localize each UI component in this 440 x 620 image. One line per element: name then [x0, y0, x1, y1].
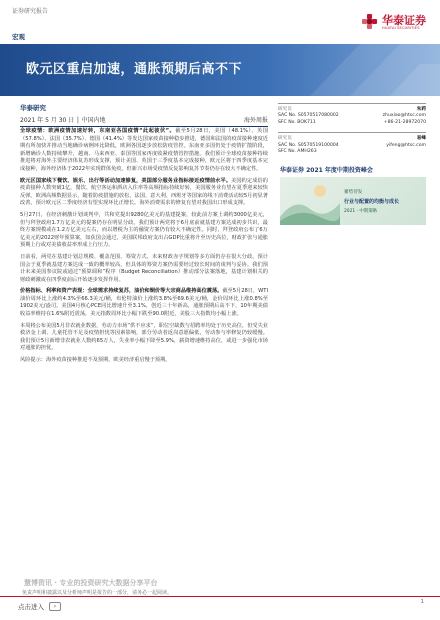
analyst-card	[278, 103, 426, 126]
paragraph-text: 本周将公布美国5月非农就业数据，劳动力市场“供不应求”，职位空缺数与招聘率均处于历史高位，但受失业救济金上调、儿童托管不足及疫情担忧等因素影响，部分劳动者返岗意愿偏低，劳动参与率修复仍较缓慢。我们预计5月新增非农就业人数约65万人，失业率小幅下降至5.9%，薪资增速维持高位，或进一步强化市场对通胀的担忧。	[20, 322, 268, 352]
banner-decoration-icon	[270, 44, 440, 96]
enter-link[interactable]: 点击进入	[18, 603, 44, 611]
paragraph	[20, 212, 268, 250]
next-page-button[interactable]: ›	[49, 602, 61, 611]
paragraph	[20, 254, 268, 284]
title-banner	[0, 44, 440, 96]
analyst-name: 易峰	[416, 136, 426, 142]
research-label: 华泰研究	[20, 104, 46, 112]
promo-line: 2021 · 中期策略	[344, 209, 377, 214]
paragraph-lead: 价格指标、利率和资产表现：全球需求持续复苏，油价和铜价等大宗商品维持高位震荡。	[20, 288, 223, 295]
footer-divider	[0, 596, 440, 597]
dateline	[20, 115, 268, 127]
paragraph-text: 日前看，两党在基建计划总规模、覆盖范围、筹资方式、未来财政赤字规划等多方面仍存在很大分歧。预计国会于夏季就基建方案达成一致的概率较高，但具体的筹资方案仍需要经过较长时间的谈判与妥协。我们预计未来美国参议院或通过“预算调和”程序（Budget Reconciliation）推动部分法案落地，基建计划相关的财政刺激或在四季度前后开始逐步发挥作用。	[20, 253, 268, 283]
analyst-sac: SAC No. S0570519100004	[278, 142, 339, 148]
analyst-role: 研究员	[278, 107, 292, 112]
report-type-label: 证券研究报告	[12, 8, 49, 15]
analyst-email[interactable]: yifeng@htsc.com	[386, 142, 426, 148]
paragraph	[20, 288, 268, 318]
analyst-phone: +86-21-28972070	[383, 119, 426, 125]
analyst-sfc: SFC No. BOK711	[278, 119, 316, 125]
analyst-email[interactable]: zhuxiao@htsc.com	[382, 113, 426, 119]
promo-title: 华泰证券 2021 年度中期投资峰会	[280, 167, 373, 174]
analyst-sac: SAC No. S0570517080002	[278, 113, 339, 119]
paragraph-text: 截至5月28日，美国（48.1%）、英国（57.8%）、法国（35.7%）、德国（41.4%）等发达国家疫苗接种稳步推进，德国和法国的疫苗接种速度近期有所加快并推动当地确诊病例环比降低，欧洲各国逐步放松防疫管控。东南亚多国仍处于疫情扩散阶段，新增确诊人数持续攀升，越南、马来西亚、泰国等国家再度收紧疫情管控措施。我们预计全球疫苗接种持续推进将对海外主要经济体复苏形成支撑，预计美国、英国于三季度基本完成接种，欧元区将于四季度基本完成接种，海外经济体于2022年实现群体免疫，但新兴市场受疫情反复影响复苏节奏仍存在较大不确定性。	[20, 128, 269, 172]
analyst-panel	[278, 103, 426, 161]
paragraph-lead: 欧元区国家线下餐饮、娱乐、出行等活动加速修复，美国部分服务业指标接近疫情前水平。	[20, 177, 232, 184]
section-label: 宏观	[12, 33, 25, 41]
paragraph	[20, 128, 268, 174]
logo	[362, 14, 426, 30]
analyst-name: 朱莉	[416, 107, 426, 112]
report-date: 2021 年 5 月 30 日 │ 中国内地	[20, 117, 106, 124]
analyst-card	[278, 132, 426, 155]
page-number: 1	[420, 599, 424, 605]
paragraph-text: 风险提示：海外疫苗接种推进不及预期，欧美经济重启慢于预期。	[20, 357, 171, 364]
paragraph	[20, 323, 268, 353]
promo-banner[interactable]	[280, 177, 426, 225]
report-category: 海外周报	[243, 117, 268, 124]
promo-line: 蓄势待发	[344, 190, 363, 195]
promo-line: 行业与配置的均衡与成长	[344, 199, 400, 205]
bottom-bar	[18, 602, 61, 611]
analyst-sfc: SFC No. AMH263	[278, 149, 317, 155]
report-body	[20, 128, 268, 369]
logo-subtitle: HUATAI SECURITIES	[382, 25, 420, 30]
paragraph-text: 截至5月28日，WTI油价周环比上涨约4.3%至66.3美元/桶，布伦特油价上涨约3.8%至69.6美元/桶，金价周环比上涨0.8%至1902美元/盎司。美国4月核心PCE同比增速升至3.1%，创近三十年新高，通胀预期后高不下，10年期美债收益率维持在1.6%附近震荡，美元指数周环比小幅下跌至90.0附近，美股三大指数均小幅上涨。	[20, 288, 268, 318]
paragraph-lead: 全球疫情：欧洲疫情加速好转，东南亚各国疫情“此起彼伏”。	[20, 128, 176, 134]
report-title: 欧元区重启加速，通胀预期后高不下	[26, 62, 243, 77]
brand-logo-icon	[362, 14, 378, 30]
paragraph-text: 5月27日，在经济刺激计划谈判中，共和党提出9280亿美元的基建提案，较此前方案上调约3000亿美元，但与拜登政府1.7万亿美元的提案仍存在明显分歧。我们预计两党将于6月底前就基建方案达成初步共识，最终方案规模或在1.2万亿美元左右，而以增税为主的融资方案仍有较大不确定性。同时，拜登政府公布了6万亿美元的2022财年预算案，如获国会通过，美国联邦政府支出占GDP比重将升至历史高位，财政扩张与通胀预期上行或对美债收益率形成上行压力。	[20, 211, 268, 249]
paragraph	[20, 357, 268, 365]
watermark: 慧博资讯 · 专业的投资研究大数据分享平台	[24, 579, 158, 587]
promo-artwork-icon	[280, 177, 340, 225]
analyst-role: 研究员	[278, 136, 292, 142]
disclaimer: 免责声明和披露以及分析师声明是报告的一部分，请务必一起阅读。	[22, 590, 173, 596]
paragraph-text: 美国约定成俗的疫苗接种人数突破1亿，餐饮、航空客运和酒店入住率等高频指标持续好转，美国服务业有望在夏季迎来较快反弹。欧洲高频数据显示，随着防疫措施的放松，法国、意大利、西班牙等国家的线下消费活动较5月初显著改善，预计欧元区二季度经济有望实现环比正增长。海外消费需求的修复有望对我国出口形成支撑。	[20, 177, 268, 207]
logo-name: 华泰证券	[382, 13, 426, 27]
paragraph	[20, 178, 268, 208]
